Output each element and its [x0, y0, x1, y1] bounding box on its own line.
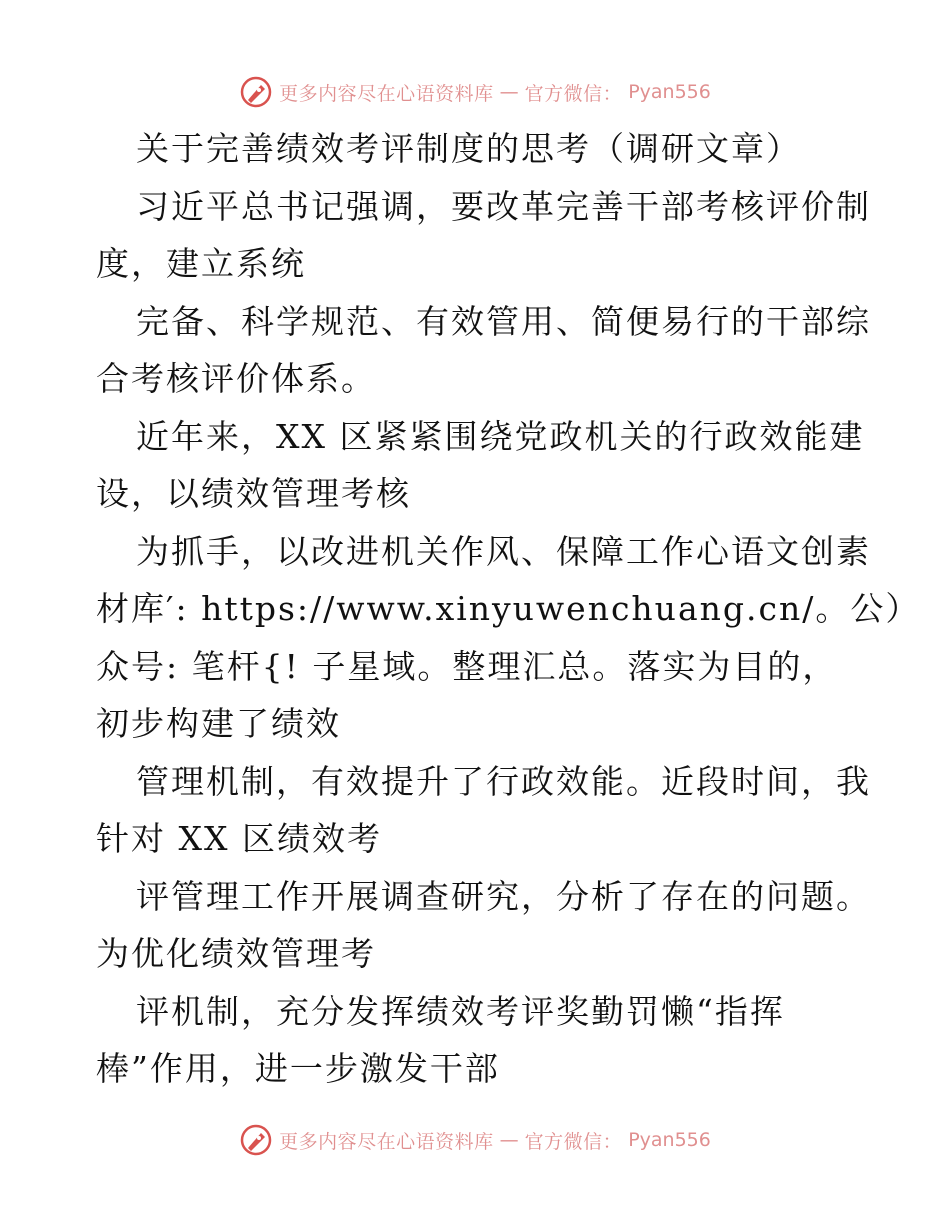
paragraph-line: 为抓手，以改进机关作风、保障工作心语文创素: [136, 531, 871, 571]
document-body: [96, 120, 921, 1098]
paragraph-line: 材库′: https://www.xinyuwenchuang.cn/。公）: [96, 589, 921, 628]
paragraph-line: 初步构建了绩效: [96, 704, 341, 743]
paragraph-line: 近年来，XX 区紧紧围绕党政机关的行政效能建: [136, 416, 865, 456]
paragraph-line: 合考核评价体系。: [96, 359, 376, 398]
watermark-dash: —: [499, 81, 519, 103]
paragraph-line: 度，建立系统: [96, 244, 306, 283]
paragraph-line: 为优化绩效管理考: [96, 934, 376, 973]
paragraph-line: 评管理工作开展调查研究，分析了存在的问题。: [136, 876, 871, 916]
pen-nib-logo-icon: [239, 75, 273, 109]
document-title: 关于完善绩效考评制度的思考（调研文章）: [136, 129, 801, 168]
paragraph-line: 评机制，充分发挥绩效考评奖勤罚懒“指挥: [136, 991, 785, 1031]
watermark-wechat-label: 官方微信：: [524, 82, 623, 105]
paragraph-line: 众号: 笔杆{! 子星域。整理汇总。落实为目的，: [96, 646, 838, 686]
watermark-text: 更多内容尽在心语资料库: [279, 1130, 494, 1153]
paragraph-line: 设，以绩效管理考核: [96, 474, 411, 513]
paragraph-line: 管理机制，有效提升了行政效能。近段时间，我: [136, 761, 871, 801]
footer-watermark: [0, 1120, 950, 1160]
header-watermark: [0, 72, 950, 112]
paragraph-line: 棒”作用，进一步激发干部: [96, 1049, 500, 1088]
watermark-handle: Pyan556: [628, 1129, 711, 1151]
paragraph-line: 完备、科学规范、有效管用、简便易行的干部综: [136, 301, 871, 341]
pen-nib-logo-icon: [239, 1123, 273, 1157]
watermark-text: 更多内容尽在心语资料库: [279, 82, 494, 105]
watermark-wechat-label: 官方微信：: [524, 1130, 623, 1153]
watermark-handle: Pyan556: [628, 81, 711, 103]
paragraph-line: 习近平总书记强调，要改革完善干部考核评价制: [136, 186, 871, 226]
watermark-dash: —: [499, 1129, 519, 1151]
paragraph-line: 针对 XX 区绩效考: [96, 819, 382, 858]
